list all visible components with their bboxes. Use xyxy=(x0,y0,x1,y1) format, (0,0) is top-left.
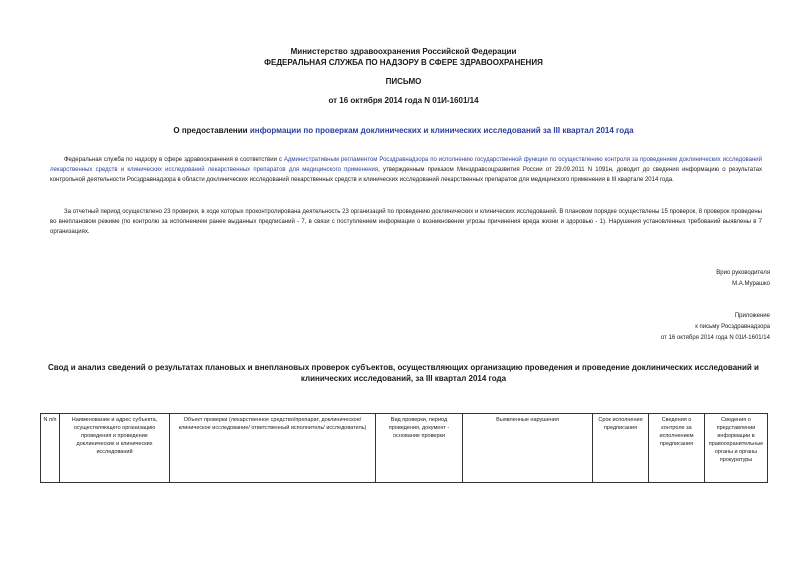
col-header-number: N п/п xyxy=(41,414,60,483)
service-name: ФЕДЕРАЛЬНАЯ СЛУЖБА ПО НАДЗОРУ В СФЕРЕ ЗДРАВООХРАНЕНИЯ xyxy=(264,58,543,67)
paragraph-1 xyxy=(50,155,762,185)
para1-text-1: Федеральная служба по надзору в сфере здравоохранения в соответствии с xyxy=(64,157,284,163)
doc-type: ПИСЬМО xyxy=(385,77,422,86)
ministry-name: Министерство здравоохранения Российской Федерации xyxy=(290,47,517,56)
col-header-subject: Наименование и адрес субъекта, осуществляющего организацию проведения и проведение доклинических и клинических исследований xyxy=(60,414,170,483)
paragraph-2: За отчетный период осуществлено 23 проверки, в ходе которых проконтролирована деятельность 23 организаций по проведению доклинических и клинических исследований. В плановом порядке осуществлены 15 проверок, 8 проверок проведены во внеплановом режиме (по контролю за исполнением ранее выданных предписаний - 7, в связи с поступлением информации о возникновении угрозы причинения вреда жизни и здоровью - 1). Нарушения установленных требований выявлены в 7 организациях. xyxy=(50,209,762,235)
regulation-link[interactable]: Административным регламентом Росздравнадзора по исполнению государственной функции по осуществлению контроля за проведением доклинических исследований лекарственных средств и клинических исследований лекарственных препаратов для медицинского применения xyxy=(50,157,763,173)
table-header-row xyxy=(41,414,768,483)
col-header-object: Объект проверки (лекарственное средство/препарат, доклиническое/ клиническое исследование/ ответственный исполнитель/ исследователь) xyxy=(170,414,376,483)
para1-text-2: , утвержденным приказом Минздравсоцразвития России от 29.09.2011 N 1091н, доводит до сведения информацию о результатах контрольной деятельности Росздравнадзора в области доклинических исследований лекарственных средств и клинических исследований лекарственных препаратов для медицинского применения в III квартале 2014 года. xyxy=(50,167,762,183)
summary-title: Свод и анализ сведений о результатах плановых и внеплановых проверок субъектов, осуществляющих организацию проведения и проведение доклинических исследований и клинических исследований, за III квартал 2014 года xyxy=(48,363,759,383)
inspection-table xyxy=(40,413,768,483)
title-prefix: О предоставлении xyxy=(173,126,250,135)
col-header-law-enforcement: Сведения о представлении информации в правоохранительные органы и органы прокуратуры xyxy=(705,414,768,483)
col-header-inspection-type: Вид проверки, период проведения, документ - основание проверки xyxy=(376,414,463,483)
appendix-label: Приложение xyxy=(734,313,770,319)
col-header-deadline: Срок исполнения предписания xyxy=(593,414,649,483)
doc-date: от 16 октября 2014 года N 01И-1601/14 xyxy=(328,96,479,105)
col-header-control: Сведения о контроле за исполнением предписания xyxy=(649,414,705,483)
appendix-date: от 16 октября 2014 года N 01И-1601/14 xyxy=(660,335,770,341)
letter-title xyxy=(0,126,807,135)
signature-name: М.А.Мурашко xyxy=(732,281,770,287)
appendix-ref: к письму Росздравнадзора xyxy=(695,324,770,330)
title-link[interactable]: информации по проверкам доклинических и клинических исследований за III квартал 2014 года xyxy=(249,126,634,135)
col-header-violations: Выявленные нарушения xyxy=(463,414,593,483)
signature-position: Врио руководителя xyxy=(716,270,770,276)
